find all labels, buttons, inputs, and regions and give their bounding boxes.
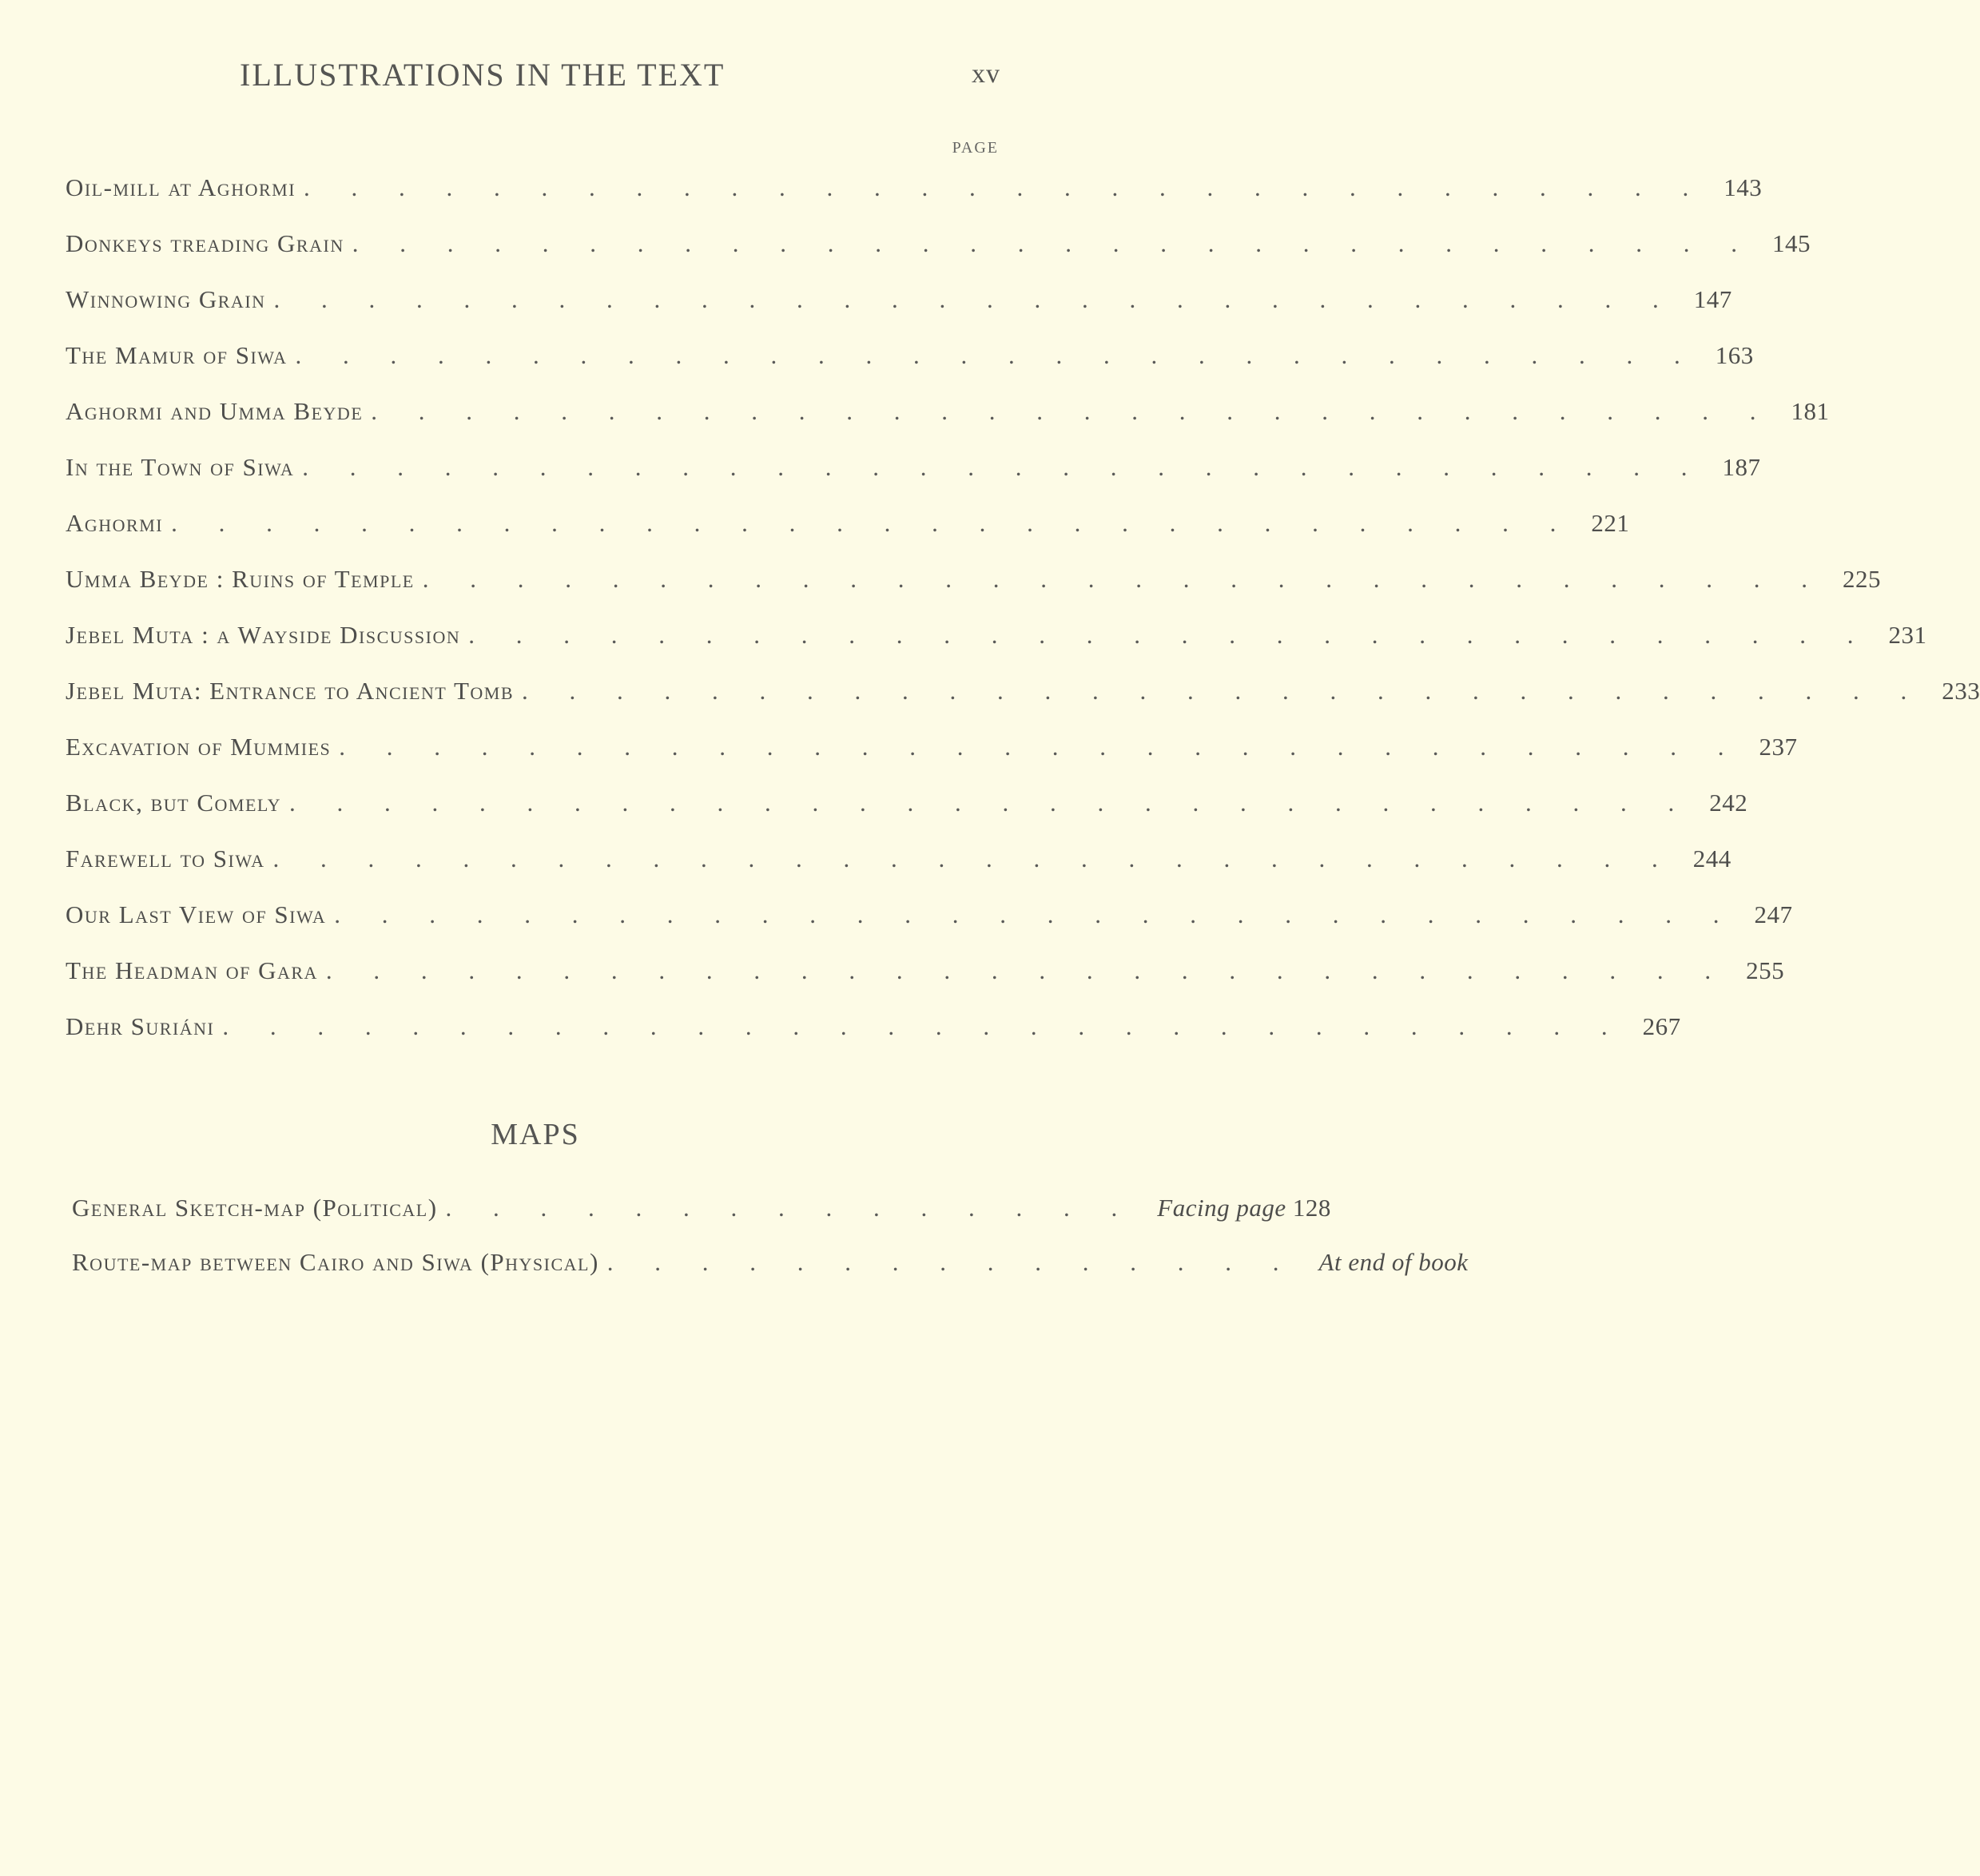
running-title: ILLUSTRATIONS IN THE TEXT (240, 57, 726, 93)
entry-page-number: 163 (1715, 341, 1754, 369)
maps-list (72, 1181, 1469, 1290)
map-location (1297, 1248, 1469, 1277)
entry-page-number: 145 (1771, 229, 1811, 257)
dot-leader: . . . . . . . . . . . . . . . (606, 1248, 1297, 1276)
toc-entry (66, 551, 1881, 607)
toc-entry (66, 663, 1980, 719)
entry-page-number: 244 (1692, 845, 1732, 872)
dot-leader: . . . . . . . . . . . . . . . . . . . . . . . . . . . . . . (222, 1012, 1625, 1040)
entry-title: The Mamur of Siwa (66, 341, 288, 369)
dot-leader: . . . . . . . . . . . . . . . (445, 1194, 1135, 1222)
dot-leader: . . . . . . . . . . . . . . . . . . . . . . . . . . . . . . (371, 397, 1774, 425)
toc-entry (66, 831, 1732, 887)
page-number: xv (972, 59, 1000, 89)
dot-leader: . . . . . . . . . . . . . . . . . . . . . . . . . . . . . . (522, 677, 1925, 705)
dot-leader: . . . . . . . . . . . . . . . . . . . . . . . . . . . . . . (273, 285, 1676, 313)
entry-title: In the Town of Siwa (66, 453, 295, 481)
entry-page-number: 221 (1591, 509, 1630, 537)
dot-leader: . . . . . . . . . . . . . . . . . . . . . . . . . . . . . . (352, 229, 1755, 257)
dot-leader: . . . . . . . . . . . . . . . . . . . . . . . . . . . . . . (302, 453, 1705, 481)
entry-page-number: 233 (1942, 677, 1980, 705)
entry-title: Jebel Muta : a Wayside Discussion (66, 621, 461, 649)
toc-entry (66, 216, 1811, 272)
entry-page-number: 255 (1746, 956, 1785, 984)
dot-leader: . . . . . . . . . . . . . . . . . . . . . . . . . . . . . . (339, 733, 1742, 761)
dot-leader: . . . . . . . . . . . . . . . . . . . . . . . . . . . . . . (289, 789, 1692, 817)
entry-page-number: 225 (1842, 565, 1881, 593)
entry-title: Aghormi (66, 509, 164, 537)
entry-page-number: 181 (1791, 397, 1830, 425)
entry-title: Excavation of Mummies (66, 733, 332, 761)
map-location (1135, 1194, 1331, 1222)
dot-leader: . . . . . . . . . . . . . . . . . . . . . . . . . . . . . . (334, 900, 1737, 928)
entry-title: Donkeys treading Grain (66, 229, 344, 257)
entry-title: Jebel Muta: Entrance to Ancient Tomb (66, 677, 515, 705)
dot-leader: . . . . . . . . . . . . . . . . . . . . . . . . . . . . . . (468, 621, 1871, 649)
entry-title: Dehr Suriáni (66, 1012, 215, 1040)
entry-title: Our Last View of Siwa (66, 900, 327, 928)
entry-page-number: 242 (1709, 789, 1748, 817)
toc-entry (66, 775, 1748, 831)
dot-leader: . . . . . . . . . . . . . . . . . . . . . . . . . . . . . . (171, 509, 1574, 537)
toc-entry (66, 495, 1630, 551)
toc-entry (66, 943, 1785, 999)
entry-page-number: 237 (1759, 733, 1798, 761)
map-entry (72, 1235, 1469, 1290)
map-title: Route-map between Cairo and Siwa (Physical) (72, 1248, 599, 1276)
maps-heading: MAPS (491, 1118, 580, 1151)
toc-entry (66, 887, 1793, 943)
entry-page-number: 187 (1722, 453, 1761, 481)
entry-title: Farewell to Siwa (66, 845, 265, 872)
toc-entry (66, 999, 1681, 1055)
map-page-number: 128 (1292, 1194, 1331, 1222)
toc-entry (66, 328, 1754, 384)
illustration-list (66, 160, 1980, 1055)
dot-leader: . . . . . . . . . . . . . . . . . . . . . . . . . . . . . . (325, 956, 1729, 984)
entry-title: Winnowing Grain (66, 285, 266, 313)
toc-entry (66, 160, 1763, 216)
entry-title: Oil-mill at Aghormi (66, 173, 296, 201)
toc-entry (66, 384, 1830, 439)
toc-entry (66, 272, 1732, 328)
toc-entry (66, 719, 1798, 775)
map-location-text: Facing page (1157, 1194, 1286, 1222)
dot-leader: . . . . . . . . . . . . . . . . . . . . . . . . . . . . . . (272, 845, 1676, 872)
toc-entry (66, 607, 1927, 663)
entry-title: Umma Beyde : Ruins of Temple (66, 565, 415, 593)
entry-page-number: 247 (1754, 900, 1793, 928)
entry-title: Aghormi and Umma Beyde (66, 397, 364, 425)
map-entry (72, 1181, 1331, 1235)
entry-page-number: 267 (1642, 1012, 1681, 1040)
page-column-label: PAGE (952, 139, 999, 157)
dot-leader: . . . . . . . . . . . . . . . . . . . . . . . . . . . . . . (304, 173, 1707, 201)
entry-title: Black, but Comely (66, 789, 282, 817)
toc-entry (66, 439, 1761, 495)
running-header (0, 56, 1147, 96)
entry-title: The Headman of Gara (66, 956, 318, 984)
map-title: General Sketch-map (Political) (72, 1194, 438, 1222)
map-location-text: At end of book (1318, 1248, 1469, 1276)
entry-page-number: 143 (1724, 173, 1763, 201)
entry-page-number: 147 (1693, 285, 1732, 313)
dot-leader: . . . . . . . . . . . . . . . . . . . . . . . . . . . . . . (422, 565, 1825, 593)
entry-page-number: 231 (1888, 621, 1927, 649)
dot-leader: . . . . . . . . . . . . . . . . . . . . . . . . . . . . . . (295, 341, 1698, 369)
